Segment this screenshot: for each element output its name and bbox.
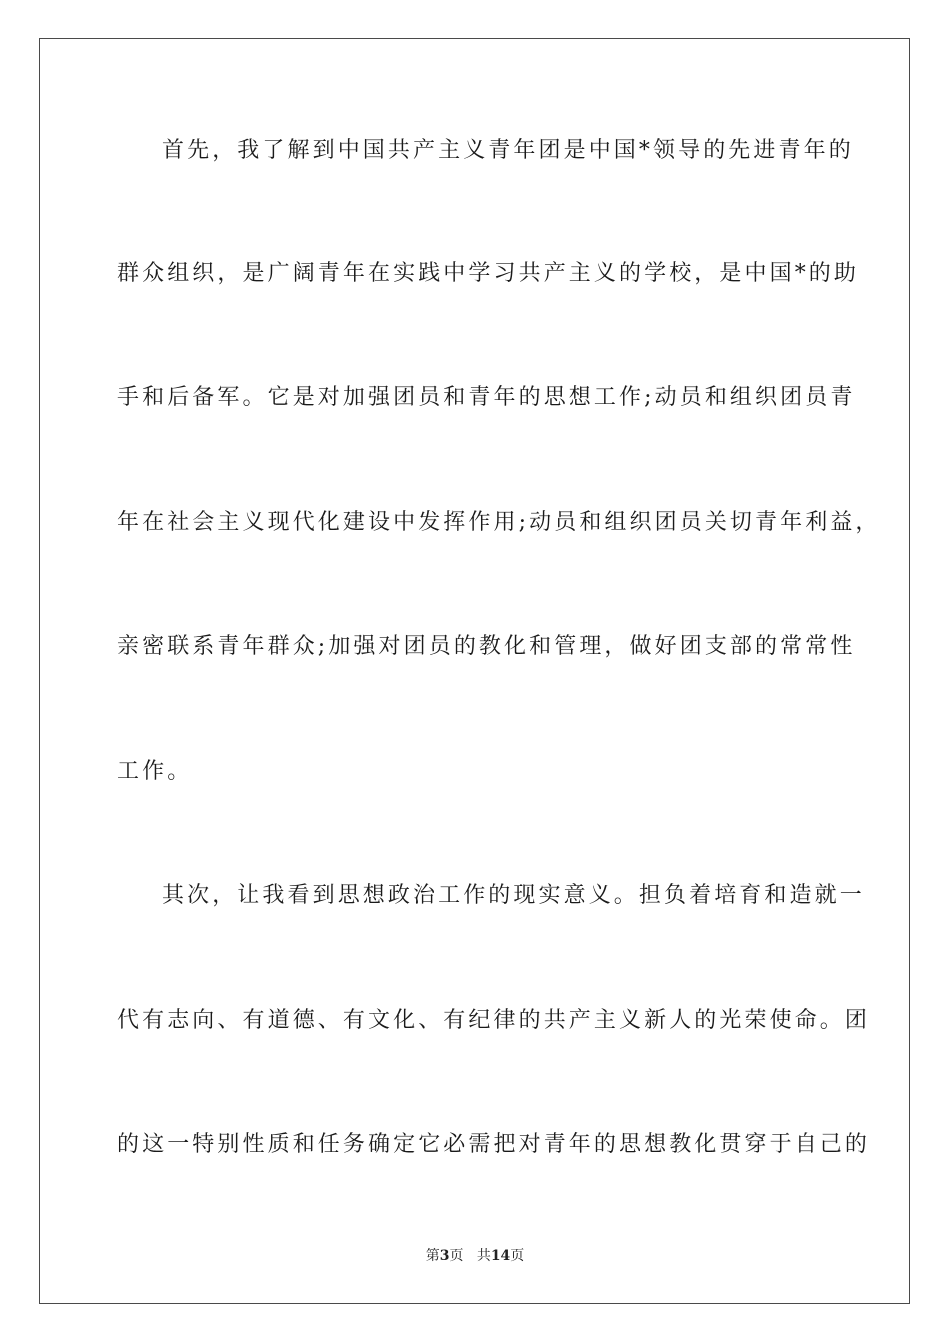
text-line: 工作。 [117,759,193,784]
text-line: 亲密联系青年群众;加强对团员的教化和管理，做好团支部的常常性 [117,634,856,659]
total-suffix: 页 [510,1248,525,1264]
page-footer [0,1247,950,1265]
page-suffix: 页 [449,1248,464,1264]
total-prefix: 共 [476,1248,491,1264]
text-line: 代有志向、有道德、有文化、有纪律的共产主义新人的光荣使命。团 [117,1008,871,1033]
text-line: 手和后备军。它是对加强团员和青年的思想工作;动员和组织团员青 [117,385,856,410]
page-prefix: 第 [425,1248,440,1264]
text-line: 年在社会主义现代化建设中发挥作用;动员和组织团员关切青年利益， [117,510,881,535]
page-number: 3 [439,1248,450,1264]
text-line: 其次，让我看到思想政治工作的现实意义。担负着培育和造就一 [162,883,865,908]
total-pages: 14 [490,1248,511,1264]
text-line: 的这一特别性质和任务确定它必需把对青年的思想教化贯穿于自己的 [117,1132,871,1157]
page-border [39,38,910,1304]
text-line: 群众组织，是广阔青年在实践中学习共产主义的学校，是中国*的助 [117,261,860,286]
text-line: 首先，我了解到中国共产主义青年团是中国*领导的先进青年的 [162,138,854,163]
